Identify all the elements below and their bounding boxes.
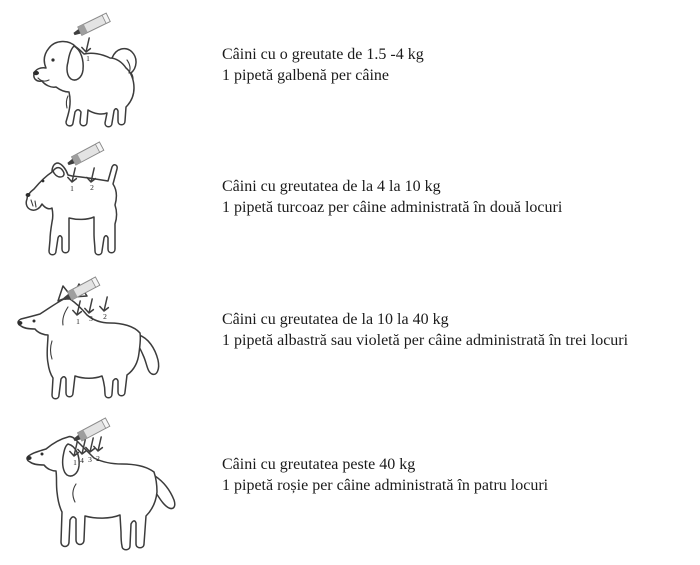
- dose-arrow-icon: [86, 438, 95, 452]
- pipette-icon: [66, 142, 104, 168]
- dose-spot-number: 2: [96, 454, 100, 463]
- dog-eye: [42, 180, 45, 183]
- dog-illustration-extra-large: [18, 420, 178, 557]
- dose-instruction-text: 1 pipetă albastră sau violetă per câine administrată în trei locuri: [222, 332, 629, 349]
- dose-arrow-icon: [94, 437, 103, 451]
- dose-spot-number: 3: [89, 314, 93, 323]
- small-dog-drawing: [33, 13, 136, 127]
- weight-range-text: Câini cu greutatea de la 4 la 10 kg: [222, 178, 441, 195]
- weight-range-text: Câini cu greutatea peste 40 kg: [222, 456, 416, 473]
- dog-illustration-large: [8, 283, 168, 405]
- dose-spot-number: 1: [70, 184, 74, 193]
- dose-arrow-icon: [100, 297, 109, 311]
- dose-spot-number: 1: [73, 458, 77, 467]
- dog-illustration-medium: [22, 150, 127, 260]
- dosage-text-block-4: [222, 454, 548, 496]
- dog-nose: [33, 71, 39, 75]
- dosage-text-block-1: [222, 44, 424, 86]
- dog-body-outline: [27, 437, 157, 550]
- dog-nose: [18, 321, 23, 325]
- pipette-icon: [62, 277, 100, 303]
- dog-eye: [41, 453, 44, 456]
- dosage-text-block-2: [222, 176, 562, 218]
- dose-spot-number: 1: [86, 54, 90, 63]
- dose-instruction-text: 1 pipetă roșie per câine administrată în patru locuri: [222, 477, 549, 494]
- dog-nose: [26, 193, 31, 197]
- dose-spot-number: 1: [76, 317, 80, 326]
- large-dog-drawing: [18, 277, 159, 399]
- dosage-text-block-3: [222, 309, 628, 351]
- dog-fur-stroke: [66, 96, 68, 108]
- weight-range-text: Câini cu greutatea de la 10 la 40 kg: [222, 311, 449, 328]
- weight-range-text: Câini cu o greutate de 1.5 -4 kg: [222, 46, 424, 63]
- dog-eye: [33, 320, 36, 323]
- dose-spot-number: 3: [88, 455, 92, 464]
- dog-eye: [51, 58, 54, 61]
- pipette-icon: [72, 13, 110, 38]
- dose-arrow-icon: [85, 299, 94, 313]
- dose-spot-number: 2: [103, 312, 107, 321]
- dog-nose: [26, 456, 31, 460]
- dose-instruction-text: 1 pipetă turcoaz per câine administrată în două locuri: [222, 199, 563, 216]
- dose-spot-number: 2: [90, 183, 94, 192]
- dose-arrow-icon: [87, 168, 96, 182]
- dose-arrow-icon: [82, 38, 91, 52]
- dose-instruction-text: 1 pipetă galbenă per câine: [222, 67, 390, 84]
- extra-large-dog-drawing: [26, 418, 174, 550]
- pipette-icon: [72, 418, 110, 444]
- dog-body-outline: [26, 163, 117, 255]
- medium-dog-drawing: [26, 142, 118, 255]
- dose-spot-number: 4: [80, 456, 84, 465]
- dog-illustration-small: [24, 16, 144, 131]
